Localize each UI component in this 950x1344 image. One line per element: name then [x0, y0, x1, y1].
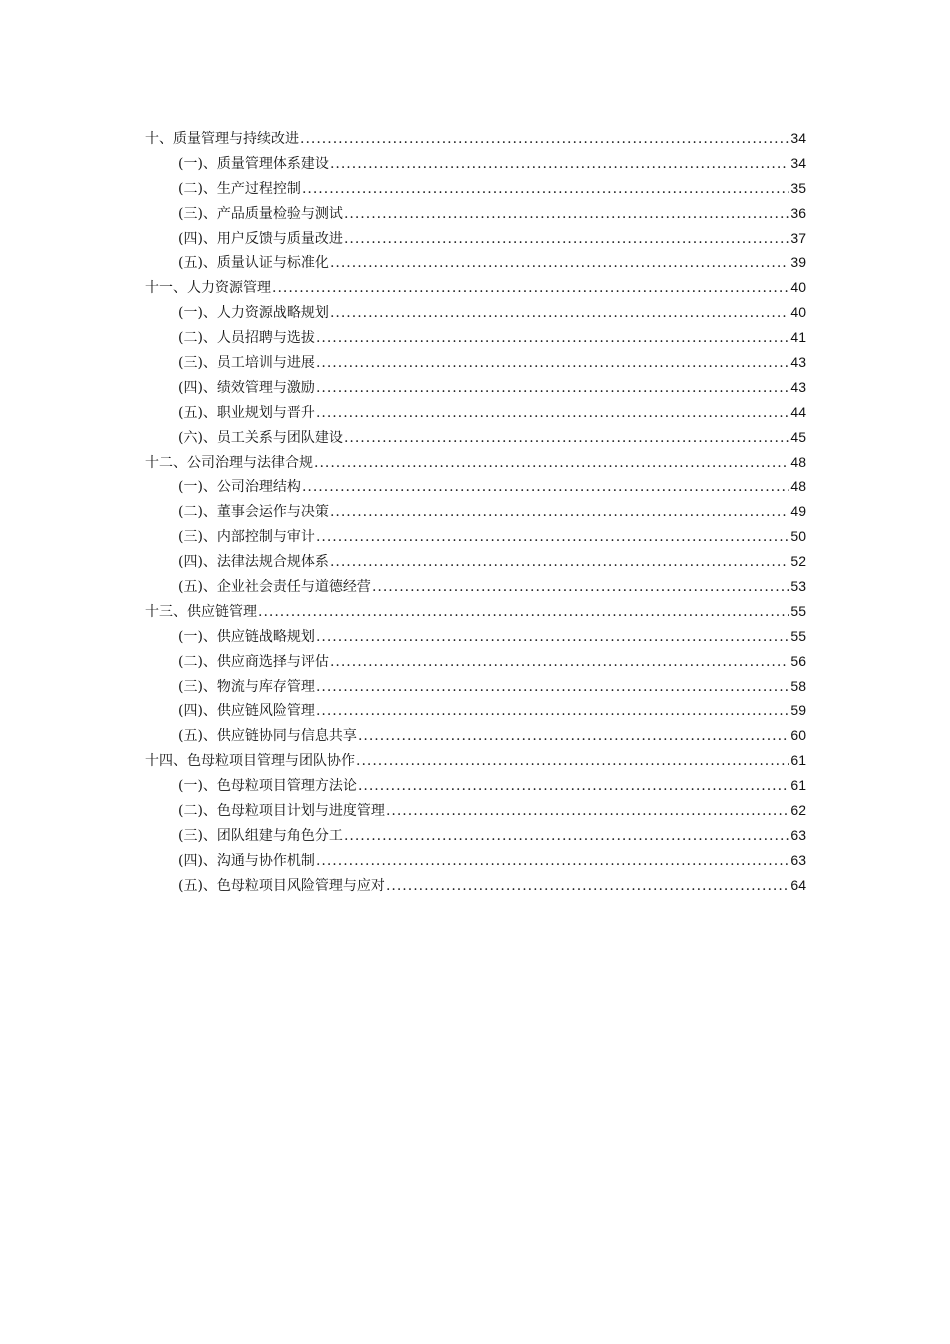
toc-entry-label: (三)、内部控制与审计	[178, 529, 315, 546]
toc-section-entry[interactable]	[145, 201, 806, 226]
toc-dot-leader	[344, 202, 789, 227]
toc-entry-label: (三)、物流与库存管理	[178, 678, 315, 695]
toc-dot-leader	[316, 675, 789, 700]
toc-entry-label: (三)、产品质量检验与测试	[178, 205, 343, 222]
toc-dot-leader	[316, 849, 789, 874]
toc-section-entry[interactable]	[145, 873, 806, 898]
toc-dot-leader	[316, 525, 789, 550]
toc-page-number: 45	[790, 428, 806, 445]
toc-dot-leader	[386, 874, 789, 899]
toc-dot-leader	[386, 799, 789, 824]
toc-dot-leader	[356, 749, 789, 774]
toc-section-entry[interactable]	[145, 698, 806, 723]
toc-dot-leader	[272, 276, 789, 301]
toc-page-number: 64	[790, 876, 806, 893]
toc-page-number: 43	[790, 378, 806, 395]
toc-entry-label: (四)、供应链风险管理	[178, 703, 315, 720]
toc-dot-leader	[372, 575, 789, 600]
toc-entry-label: (一)、供应链战略规划	[178, 628, 315, 645]
toc-page-number: 37	[790, 229, 806, 246]
toc-page-number: 43	[790, 354, 806, 371]
toc-section-entry[interactable]	[145, 773, 806, 798]
toc-section-entry[interactable]	[145, 649, 806, 674]
toc-entry-label: (五)、企业社会责任与道德经营	[178, 579, 371, 596]
toc-page-number: 63	[790, 826, 806, 843]
toc-section-entry[interactable]	[145, 624, 806, 649]
toc-section-entry[interactable]	[145, 176, 806, 201]
toc-page-number: 58	[790, 677, 806, 694]
toc-dot-leader	[330, 550, 789, 575]
toc-entry-label: (一)、人力资源战略规划	[178, 305, 329, 322]
toc-page-number: 34	[790, 154, 806, 171]
toc-entry-label: (五)、质量认证与标准化	[178, 255, 329, 272]
toc-section-entry[interactable]	[145, 425, 806, 450]
toc-page-number: 41	[790, 329, 806, 346]
toc-entry-label: (三)、员工培训与进展	[178, 355, 315, 372]
toc-dot-leader	[330, 251, 789, 276]
toc-dot-leader	[302, 475, 789, 500]
toc-entry-label: (五)、供应链协同与信息共享	[178, 728, 357, 745]
toc-page-number: 63	[790, 851, 806, 868]
toc-page-number: 34	[790, 130, 806, 146]
toc-page-number: 52	[790, 553, 806, 570]
toc-page-number: 62	[790, 802, 806, 819]
toc-dot-leader	[330, 301, 789, 326]
toc-page-number: 59	[790, 702, 806, 719]
toc-page-number: 61	[790, 777, 806, 794]
toc-dot-leader	[316, 351, 789, 376]
toc-entry-label: 十四、色母粒项目管理与团队协作	[145, 753, 355, 770]
toc-dot-leader	[330, 500, 789, 525]
toc-chapter-entry[interactable]	[145, 275, 806, 300]
toc-page-number: 56	[790, 652, 806, 669]
toc-entry-label: (四)、法律法规合规体系	[178, 554, 329, 571]
toc-section-entry[interactable]	[145, 151, 806, 176]
toc-section-entry[interactable]	[145, 375, 806, 400]
toc-entry-label: (二)、人员招聘与选拔	[178, 330, 315, 347]
toc-entry-label: (二)、生产过程控制	[178, 180, 301, 197]
toc-entry-label: (五)、色母粒项目风险管理与应对	[178, 877, 385, 894]
toc-page-number: 53	[790, 578, 806, 595]
toc-section-entry[interactable]	[145, 848, 806, 873]
toc-chapter-entry[interactable]	[145, 599, 806, 624]
toc-section-entry[interactable]	[145, 400, 806, 425]
toc-page-number: 40	[790, 279, 806, 296]
toc-entry-label: (二)、供应商选择与评估	[178, 653, 329, 670]
table-of-contents	[145, 126, 806, 898]
toc-dot-leader	[316, 401, 789, 426]
toc-entry-label: (五)、职业规划与晋升	[178, 404, 315, 421]
toc-page-number: 44	[790, 403, 806, 420]
toc-section-entry[interactable]	[145, 300, 806, 325]
toc-chapter-entry[interactable]	[145, 748, 806, 773]
toc-page-number: 55	[790, 627, 806, 644]
toc-dot-leader	[314, 451, 789, 476]
toc-section-entry[interactable]	[145, 325, 806, 350]
toc-dot-leader	[316, 625, 789, 650]
toc-entry-label: (六)、员工关系与团队建设	[178, 429, 343, 446]
toc-entry-label: (四)、绩效管理与激励	[178, 379, 315, 396]
toc-page-number: 40	[790, 304, 806, 321]
toc-entry-label: (四)、用户反馈与质量改进	[178, 230, 343, 247]
toc-page-number: 48	[790, 453, 806, 470]
toc-dot-leader	[344, 227, 789, 252]
toc-section-entry[interactable]	[145, 350, 806, 375]
toc-page-number: 50	[790, 528, 806, 545]
toc-dot-leader	[358, 724, 789, 749]
toc-section-entry[interactable]	[145, 823, 806, 848]
toc-dot-leader	[316, 326, 789, 351]
toc-dot-leader	[344, 824, 789, 849]
toc-section-entry[interactable]	[145, 798, 806, 823]
toc-entry-label: (二)、董事会运作与决策	[178, 504, 329, 521]
toc-dot-leader	[330, 152, 789, 177]
toc-chapter-entry[interactable]	[145, 126, 806, 151]
toc-dot-leader	[302, 177, 789, 202]
toc-section-entry[interactable]	[145, 723, 806, 748]
toc-dot-leader	[344, 426, 789, 451]
toc-page-number: 48	[790, 478, 806, 495]
toc-entry-label: 十三、供应链管理	[145, 603, 257, 620]
toc-section-entry[interactable]	[145, 674, 806, 699]
toc-entry-label: (一)、色母粒项目管理方法论	[178, 778, 357, 795]
toc-entry-label: (一)、质量管理体系建设	[178, 155, 329, 172]
toc-entry-label: (三)、团队组建与角色分工	[178, 827, 343, 844]
toc-section-entry[interactable]	[145, 549, 806, 574]
toc-dot-leader	[316, 699, 789, 724]
toc-page-number: 36	[790, 204, 806, 221]
toc-section-entry[interactable]	[145, 499, 806, 524]
toc-page-number: 61	[790, 752, 806, 769]
toc-section-entry[interactable]	[145, 250, 806, 275]
toc-dot-leader	[316, 376, 789, 401]
toc-chapter-entry[interactable]	[145, 450, 806, 475]
toc-section-entry[interactable]	[145, 524, 806, 549]
toc-section-entry[interactable]	[145, 474, 806, 499]
toc-entry-label: (四)、沟通与协作机制	[178, 852, 315, 869]
toc-page-number: 39	[790, 254, 806, 271]
toc-dot-leader	[358, 774, 789, 799]
toc-page-number: 35	[790, 179, 806, 196]
toc-page-number: 60	[790, 727, 806, 744]
toc-entry-label: 十二、公司治理与法律合规	[145, 454, 313, 471]
toc-entry-label: 十一、人力资源管理	[145, 280, 271, 297]
toc-entry-label: (二)、色母粒项目计划与进度管理	[178, 803, 385, 820]
toc-dot-leader	[300, 127, 789, 152]
toc-dot-leader	[258, 600, 789, 625]
toc-dot-leader	[330, 650, 789, 675]
toc-section-entry[interactable]	[145, 574, 806, 599]
toc-entry-label: (一)、公司治理结构	[178, 479, 301, 496]
toc-page-number: 49	[790, 503, 806, 520]
toc-section-entry[interactable]	[145, 226, 806, 251]
toc-page-number: 55	[790, 602, 806, 619]
toc-entry-label: 十、质量管理与持续改进	[145, 131, 299, 147]
